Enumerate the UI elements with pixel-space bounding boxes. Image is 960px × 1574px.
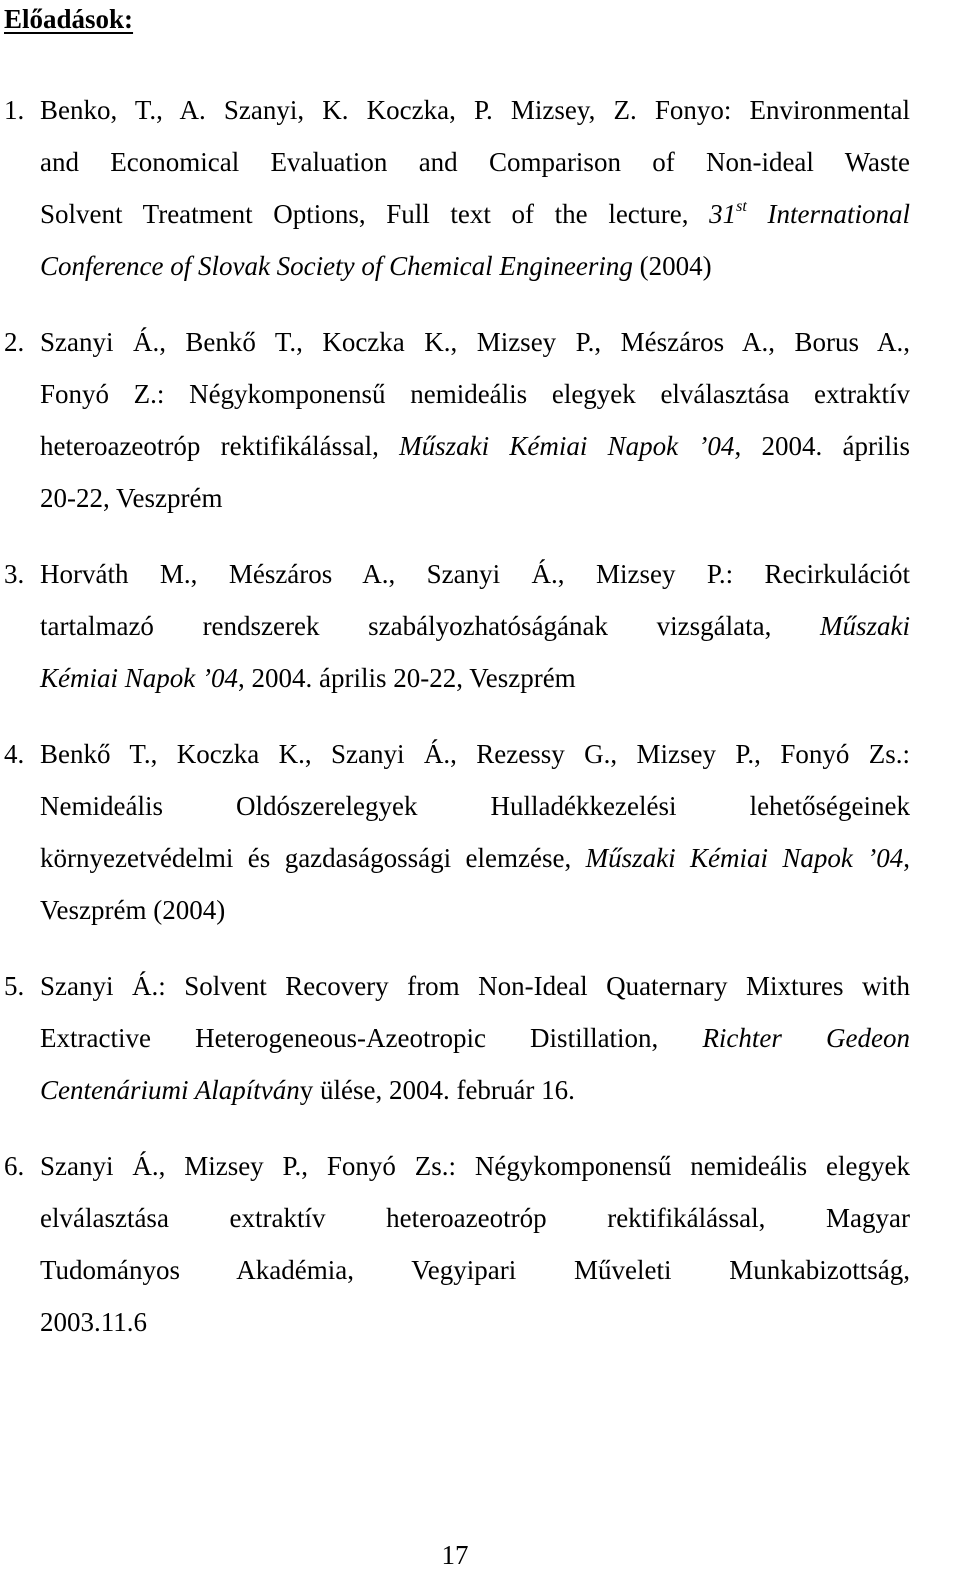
entry-number: 1.: [4, 95, 25, 125]
italic-text: 31: [709, 199, 737, 229]
italic-text: Műszaki Kémiai Napok ’04: [399, 431, 735, 461]
citation-text: tartalmazó rendszerek szabályozhatóságának vizsgálata,: [40, 611, 820, 641]
citation-line: [40, 1244, 910, 1296]
italic-text: Conference of Slovak Society of Chemical Engineering: [40, 251, 633, 281]
section-heading: Előadások:: [4, 4, 134, 34]
entry-citation: [40, 316, 910, 524]
entry-number: 4.: [4, 739, 25, 769]
citation-line: [40, 1064, 910, 1116]
citation-line: [40, 884, 910, 936]
italic-text: Richter Gedeon: [702, 1023, 910, 1053]
italic-text: Műszaki: [820, 611, 910, 641]
citation-text: Benko, T., A. Szanyi, K. Koczka, P. Mizsey, Z. Fonyo: Environmental: [40, 95, 910, 125]
italic-text: Kémiai Napok ’04: [40, 663, 238, 693]
citation-line: [40, 84, 910, 136]
citation-line: [40, 652, 910, 704]
citation-line: [40, 600, 910, 652]
citation-line: [40, 368, 910, 420]
entry-citation: [40, 728, 910, 936]
citation-text: Horváth M., Mészáros A., Szanyi Á., Mizsey P.: Recirkulációt: [40, 559, 910, 589]
entry-citation: [40, 1140, 910, 1348]
entry-citation: [40, 84, 910, 292]
citation-text: y ülése, 2004. február 16.: [299, 1075, 575, 1105]
citation-line: [40, 420, 910, 472]
lecture-entry: [0, 548, 910, 704]
citation-text: , 2004. április 20-22, Veszprém: [237, 663, 576, 693]
italic-text: Centenáriumi Alapítván: [40, 1075, 300, 1105]
citation-text: Fonyó Z.: Négykomponensű nemideális elegyek elválasztása extraktív: [40, 379, 910, 409]
citation-text: ,: [903, 843, 910, 873]
lecture-entry: [0, 1140, 910, 1348]
lecture-entry: [0, 960, 910, 1116]
citation-line: [40, 548, 910, 600]
entry-number: 2.: [4, 327, 25, 357]
lecture-entry: [0, 84, 910, 292]
citation-text: (2004): [632, 251, 712, 281]
citation-line: [40, 780, 910, 832]
citation-line: [40, 316, 910, 368]
superscript-text: st: [736, 198, 747, 215]
lecture-entry: [0, 316, 910, 524]
citation-line: [40, 960, 910, 1012]
citation-text: 20-22, Veszprém: [40, 483, 223, 513]
citation-line: [40, 1140, 910, 1192]
citation-line: [40, 832, 910, 884]
citation-text: , 2004. április: [734, 431, 910, 461]
citation-line: [40, 728, 910, 780]
citation-text: Tudományos Akadémia, Vegyipari Műveleti Munkabizottság,: [40, 1255, 910, 1285]
page-number: 17: [441, 1540, 469, 1570]
citation-line: [40, 1012, 910, 1064]
entry-number: 6.: [4, 1151, 25, 1181]
citation-line: [40, 188, 910, 240]
citation-line: [40, 240, 910, 292]
citation-text: Szanyi Á., Mizsey P., Fonyó Zs.: Négykomponensű nemideális elegyek: [40, 1151, 910, 1181]
citation-line: [40, 1296, 910, 1348]
citation-text: Benkő T., Koczka K., Szanyi Á., Rezessy G., Mizsey P., Fonyó Zs.:: [40, 739, 910, 769]
citation-line: [40, 472, 910, 524]
entry-citation: [40, 960, 910, 1116]
citation-text: heteroazeotróp rektifikálással,: [40, 431, 400, 461]
citation-line: [40, 1192, 910, 1244]
citation-text: Szanyi Á., Benkő T., Koczka K., Mizsey P., Mészáros A., Borus A.,: [40, 327, 910, 357]
lecture-entry: [0, 728, 910, 936]
citation-text: környezetvédelmi és gazdaságossági elemzése,: [40, 843, 586, 873]
italic-text: Műszaki Kémiai Napok ’04: [585, 843, 904, 873]
entry-number: 5.: [4, 971, 25, 1001]
citation-text: Veszprém (2004): [40, 895, 226, 925]
citation-text: Nemideális Oldószerelegyek Hulladékkezelési lehetőségeinek: [40, 791, 910, 821]
citation-line: [40, 136, 910, 188]
entry-number: 3.: [4, 559, 25, 589]
citation-text: elválasztása extraktív heteroazeotróp rektifikálással, Magyar: [40, 1203, 910, 1233]
citation-text: 2003.11.6: [40, 1307, 147, 1337]
entry-citation: [40, 548, 910, 704]
italic-text: International: [746, 199, 910, 229]
citation-text: Szanyi Á.: Solvent Recovery from Non-Ideal Quaternary Mixtures with: [40, 971, 910, 1001]
citation-text: and Economical Evaluation and Comparison of Non-ideal Waste: [40, 147, 910, 177]
citation-text: Solvent Treatment Options, Full text of the lecture,: [40, 199, 710, 229]
citation-text: Extractive Heterogeneous-Azeotropic Distillation,: [40, 1023, 703, 1053]
